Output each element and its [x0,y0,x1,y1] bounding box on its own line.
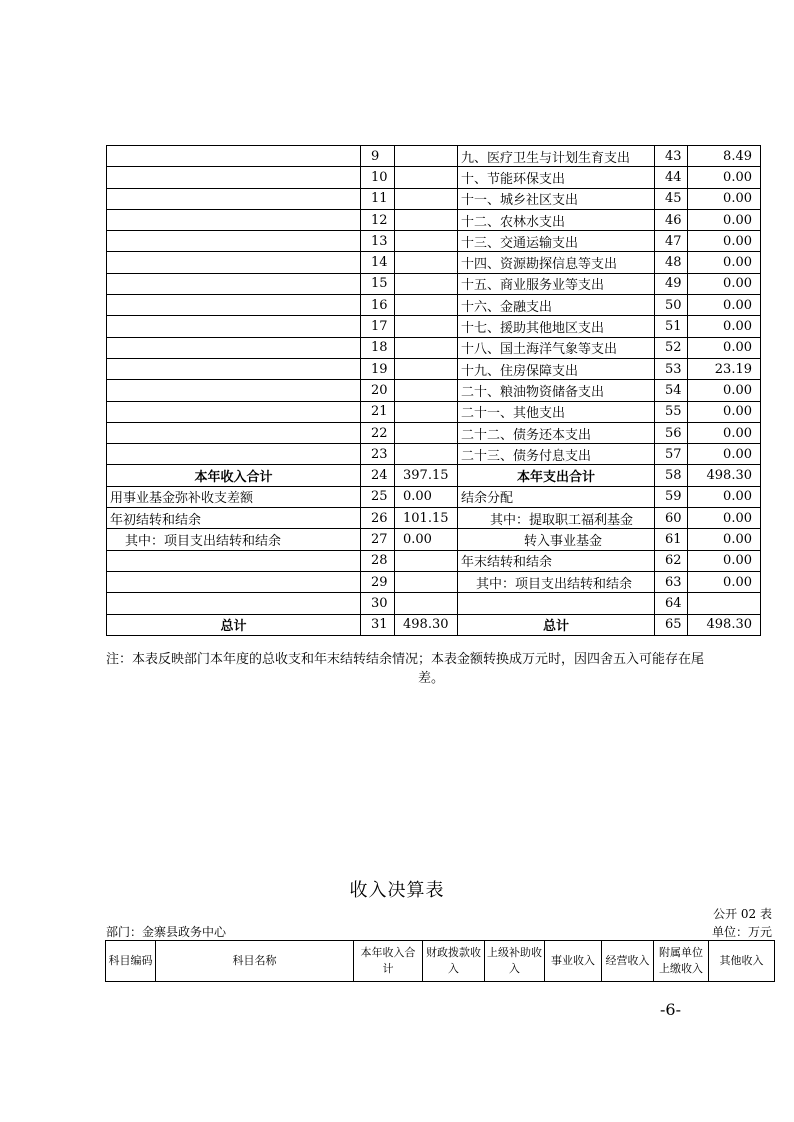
line-number: 49 [655,273,688,294]
expenditure-amount: 0.00 [688,571,761,592]
line-number: 65 [655,614,688,635]
income-amount [395,209,458,230]
income-amount [395,295,458,316]
income-item [107,550,361,571]
income-amount [395,593,458,614]
line-number: 45 [655,188,688,209]
column-header: 事业收入 [545,941,602,982]
income-amount [395,167,458,188]
expenditure-amount: 0.00 [688,529,761,550]
column-header: 科目编码 [106,941,156,982]
table-note [106,650,776,688]
expenditure-item: 十一、城乡社区支出 [458,188,655,209]
income-amount [395,358,458,379]
note-line-1: 注：本表反映部门本年度的总收支和年末结转结余情况；本表金额转换成万元时，因四舍五入可能存在尾 [106,652,705,667]
table-row [107,380,761,401]
line-number: 14 [361,252,395,273]
column-header: 科目名称 [156,941,354,982]
income-amount [395,444,458,465]
line-number: 61 [655,529,688,550]
expenditure-item [458,593,655,614]
expenditure-amount: 0.00 [688,486,761,507]
line-number: 64 [655,593,688,614]
grand-total-label: 总计 [107,614,361,635]
table-header-row [106,941,775,982]
unit-label: 单位：万元 [711,925,772,939]
income-amount [395,146,458,167]
line-number: 63 [655,571,688,592]
line-number: 25 [361,486,395,507]
expenditure-item: 二十三、债务付息支出 [458,444,655,465]
line-number: 31 [361,614,395,635]
table-row [107,422,761,443]
line-number: 52 [655,337,688,358]
expenditure-item: 转入事业基金 [458,529,655,550]
line-number: 9 [361,146,395,167]
line-number: 54 [655,380,688,401]
income-item [107,401,361,422]
income-table-header [105,940,775,982]
income-item [107,295,361,316]
expenditure-item: 十七、援助其他地区支出 [458,316,655,337]
expenditure-item: 其中：提取职工福利基金 [458,508,655,529]
table-row [107,188,761,209]
line-number: 30 [361,593,395,614]
expenditure-amount: 0.00 [688,422,761,443]
line-number: 18 [361,337,395,358]
income-amount [395,380,458,401]
table-row [107,593,761,614]
expenditure-amount: 498.30 [688,614,761,635]
line-number: 48 [655,252,688,273]
department-label: 部门：金寨县政务中心 [106,925,227,939]
expenditure-item: 九、医疗卫生与计划生育支出 [458,146,655,167]
income-amount [395,316,458,337]
expenditure-item: 二十、粮油物资储备支出 [458,380,655,401]
table-row [107,167,761,188]
column-header: 附属单位上缴收入 [654,941,709,982]
line-number: 57 [655,444,688,465]
expenditure-amount: 0.00 [688,188,761,209]
table-row [107,508,761,529]
income-item [107,316,361,337]
expenditure-amount: 0.00 [688,167,761,188]
line-number: 26 [361,508,395,529]
expenditure-amount: 0.00 [688,295,761,316]
line-number: 10 [361,167,395,188]
table-row [107,252,761,273]
expenditure-amount: 0.00 [688,444,761,465]
income-item [107,337,361,358]
line-number: 50 [655,295,688,316]
income-expenditure-table [106,145,761,636]
income-item [107,444,361,465]
line-number: 27 [361,529,395,550]
expenditure-amount: 23.19 [688,358,761,379]
line-number: 62 [655,550,688,571]
income-item [107,571,361,592]
income-table-title: 收入决算表 [349,880,445,901]
line-number: 53 [655,358,688,379]
income-amount: 0.00 [395,486,458,507]
line-number: 56 [655,422,688,443]
table-row-grand-total [107,614,761,635]
line-number: 22 [361,422,395,443]
column-header: 经营收入 [602,941,654,982]
line-number: 46 [655,209,688,230]
expenditure-amount: 0.00 [688,508,761,529]
line-number: 58 [655,465,688,486]
line-number: 13 [361,231,395,252]
line-number: 11 [361,188,395,209]
table-row [107,401,761,422]
line-number: 60 [655,508,688,529]
income-item: 其中：项目支出结转和结余 [107,529,361,550]
income-item [107,380,361,401]
column-header: 本年收入合计 [354,941,423,982]
income-total-label: 本年收入合计 [107,465,361,486]
grand-total-label: 总计 [458,614,655,635]
expenditure-amount: 8.49 [688,146,761,167]
line-number: 59 [655,486,688,507]
page-number: -6- [660,1000,681,1019]
expenditure-item: 二十二、债务还本支出 [458,422,655,443]
table-row [107,337,761,358]
income-amount [395,337,458,358]
income-item [107,231,361,252]
table-row [107,209,761,230]
income-item [107,358,361,379]
expenditure-item: 二十一、其他支出 [458,401,655,422]
expenditure-item: 十九、住房保障支出 [458,358,655,379]
income-item [107,252,361,273]
income-amount [395,401,458,422]
expenditure-item: 其中：项目支出结转和结余 [458,571,655,592]
income-item: 年初结转和结余 [107,508,361,529]
expenditure-item: 十四、资源勘探信息等支出 [458,252,655,273]
income-amount [395,252,458,273]
expenditure-amount: 0.00 [688,550,761,571]
line-number: 28 [361,550,395,571]
line-number: 21 [361,401,395,422]
table-row [107,529,761,550]
expenditure-amount: 0.00 [688,273,761,294]
expenditure-item: 十六、金融支出 [458,295,655,316]
income-amount [395,273,458,294]
line-number: 43 [655,146,688,167]
table-row [107,295,761,316]
income-amount: 0.00 [395,529,458,550]
line-number: 44 [655,167,688,188]
income-item: 用事业基金弥补收支差额 [107,486,361,507]
table-row [107,550,761,571]
table-row [107,486,761,507]
table-row [107,571,761,592]
line-number: 19 [361,358,395,379]
expenditure-item: 结余分配 [458,486,655,507]
expenditure-amount: 0.00 [688,231,761,252]
table-row [107,231,761,252]
form-number: 公开 02 表 [713,907,772,921]
income-item [107,146,361,167]
expenditure-amount: 498.30 [688,465,761,486]
line-number: 20 [361,380,395,401]
expenditure-amount: 0.00 [688,209,761,230]
table-row [107,444,761,465]
line-number: 17 [361,316,395,337]
table-row [107,358,761,379]
income-amount: 101.15 [395,508,458,529]
expenditure-amount [688,593,761,614]
column-header: 财政拨款收入 [423,941,485,982]
income-amount [395,422,458,443]
income-item [107,209,361,230]
line-number: 23 [361,444,395,465]
expenditure-amount: 0.00 [688,380,761,401]
expenditure-total-label: 本年支出合计 [458,465,655,486]
expenditure-item: 十八、国土海洋气象等支出 [458,337,655,358]
line-number: 24 [361,465,395,486]
income-item [107,188,361,209]
table-row [107,146,761,167]
income-amount: 498.30 [395,614,458,635]
column-header: 其他收入 [709,941,775,982]
expenditure-item: 十五、商业服务业等支出 [458,273,655,294]
expenditure-amount: 0.00 [688,401,761,422]
expenditure-item: 十二、农林水支出 [458,209,655,230]
line-number: 15 [361,273,395,294]
expenditure-item: 十三、交通运输支出 [458,231,655,252]
table-row [107,316,761,337]
line-number: 51 [655,316,688,337]
income-amount [395,231,458,252]
income-item [107,422,361,443]
note-line-2: 差。 [418,671,445,686]
line-number: 16 [361,295,395,316]
income-amount [395,188,458,209]
income-amount [395,571,458,592]
table-row [107,273,761,294]
expenditure-amount: 0.00 [688,252,761,273]
table-row-annual-total [107,465,761,486]
line-number: 47 [655,231,688,252]
income-item [107,167,361,188]
column-header: 上级补助收入 [485,941,545,982]
expenditure-amount: 0.00 [688,316,761,337]
income-item [107,273,361,294]
income-amount: 397.15 [395,465,458,486]
expenditure-amount: 0.00 [688,337,761,358]
line-number: 29 [361,571,395,592]
income-item [107,593,361,614]
line-number: 12 [361,209,395,230]
expenditure-item: 年末结转和结余 [458,550,655,571]
expenditure-item: 十、节能环保支出 [458,167,655,188]
line-number: 55 [655,401,688,422]
income-amount [395,550,458,571]
